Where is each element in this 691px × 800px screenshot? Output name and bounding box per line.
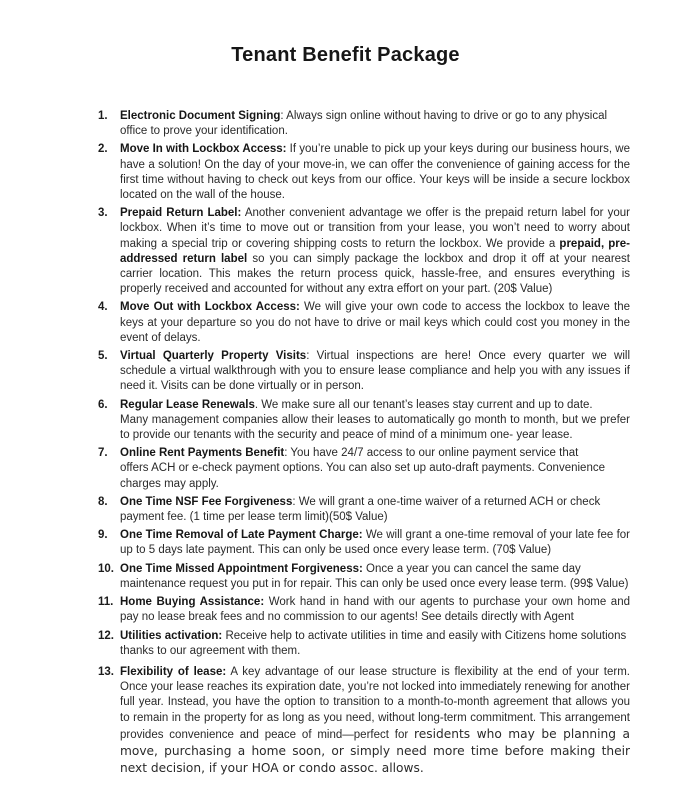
list-item xyxy=(98,398,630,444)
item-number: 4. xyxy=(98,301,108,314)
item-heading: Home Buying Assistance: xyxy=(120,596,265,609)
item-text xyxy=(120,142,634,203)
item-heading: Electronic Document Signing xyxy=(120,110,281,122)
item-heading: One Time Missed Appointment Forgiveness: xyxy=(120,562,363,575)
item-text-segment: Another convenient advantage we offer is the prepaid return label for your lockbox. When it’s time to move out or transition from your lease, you won’t need to worry about making a special trip or covering shipping costs to return the lockbox. We provide a xyxy=(120,207,634,250)
item-number: 13. xyxy=(98,665,114,678)
item-heading: Utilities activation: xyxy=(120,629,223,642)
list-item xyxy=(98,595,634,625)
list-item xyxy=(98,349,634,395)
item-text-segment: : We will grant a one-time waiver of a returned ACH or check payment fee. (1 time per lease term limit)(50$ Value) xyxy=(120,495,604,524)
item-heading: Move In with Lockbox Access: xyxy=(120,143,287,156)
item-text-segment: . We make sure all our tenant’s leases stay current and up to date. Many management companies allow their leases to automatically go month to month, but we prefer to provide our tenants with the security and peace of mind of a minimum one- year lease. xyxy=(120,398,630,442)
list-item xyxy=(98,109,630,139)
item-number: 7. xyxy=(98,447,108,460)
item-heading: Online Rent Payments Benefit xyxy=(120,447,285,460)
item-text xyxy=(120,629,630,659)
item-text-segment: A key advantage of our lease structure is flexibility at the end of your term. Once your lease reaches its expiration date, you’re not locked into immediately renewing for another full year. Instead, you have the option to transition to a month-to-month agreement that allows you to remain in the property for as long as you need, without long-term commitment. This arrangement provides convenience and peace of mind—perfect for xyxy=(120,665,634,741)
item-text xyxy=(120,562,630,592)
list-item xyxy=(98,562,630,592)
item-number: 3. xyxy=(98,207,108,220)
item-number: 10. xyxy=(98,562,114,575)
page-title: Tenant Benefit Package xyxy=(231,44,460,66)
item-text-segment: Receive help to activate utilities in time and easily with Citizens home solutions thanks to our agreement with them. xyxy=(120,629,630,657)
item-text-segment: residents who may be planning a move, purchasing a home soon, or simply need more time before making their next decision, if your HOA or condo assoc. allows. xyxy=(120,726,634,776)
item-number: 12. xyxy=(98,629,114,642)
list-item xyxy=(98,629,630,659)
item-number: 9. xyxy=(98,529,108,542)
item-text xyxy=(120,206,634,297)
item-text xyxy=(120,300,634,346)
list-item xyxy=(98,446,630,492)
item-heading: Prepaid Return Label: xyxy=(120,207,242,220)
item-number: 8. xyxy=(98,495,108,508)
item-text xyxy=(120,665,634,777)
item-number: 2. xyxy=(98,143,108,156)
item-text-segment: Once a year you can cancel the same day maintenance request you put in for repair. This can only be used once every lease term. (99$ Value) xyxy=(120,562,629,590)
item-text-segment: : Always sign online without having to drive or go to any physical office to prove your identification. xyxy=(120,110,611,138)
item-text-segment: so you can simply package the lockbox and drop it off at your nearest carrier location. This makes the return process quick, hassle-free, and ensures everything is properly received and accounted for without any extra effort on your part. (20$ Value) xyxy=(120,252,634,296)
item-text-segment: : Virtual inspections are here! Once every quarter we will schedule a virtual walkthrough with you to ensure lease compliance and help you with any issues if need it. Visits can be done virtually or in person. xyxy=(120,350,634,393)
item-number: 6. xyxy=(98,398,108,411)
item-text xyxy=(120,446,630,492)
item-text xyxy=(120,495,630,525)
item-number: 1. xyxy=(98,110,108,122)
item-text-segment: We will give your own code to access the lockbox to leave the keys at your departure so you do not have to drive or mail keys which could cost you money in the event of delays. xyxy=(120,301,634,344)
list-item xyxy=(98,665,634,777)
item-text-segment: : You have 24/7 access to our online payment service that offers ACH or e-check payment options. You can also set up auto-draft payments. Convenience charges may apply. xyxy=(120,447,605,490)
list-item xyxy=(98,528,634,558)
list-item xyxy=(98,495,630,525)
item-heading: Regular Lease Renewals xyxy=(120,398,255,411)
item-text-segment: We will grant a one-time removal of your late fee for up to 5 days late payment. This can only be used once every lease term. (70$ Value) xyxy=(120,529,634,557)
item-number: 11. xyxy=(98,596,114,609)
item-heading: Move Out with Lockbox Access: xyxy=(120,301,300,314)
item-text-segment: Work hand in hand with our agents to purchase your own home and pay no lease break fees and no commission to our agents! See details directly with Agent xyxy=(120,596,634,624)
item-heading: Flexibility of lease: xyxy=(120,665,227,678)
item-heading: One Time Removal of Late Payment Charge: xyxy=(120,529,363,542)
item-text xyxy=(120,595,634,625)
item-heading: Virtual Quarterly Property Visits xyxy=(120,350,307,363)
item-text xyxy=(120,109,630,139)
list-item xyxy=(98,142,634,203)
item-number: 5. xyxy=(98,350,108,363)
item-text-segment: prepaid, pre-addressed return label xyxy=(120,237,631,265)
item-text xyxy=(120,528,634,558)
item-text-segment: If you’re unable to pick up your keys during our business hours, we have a solution! On the day of your move-in, we can offer the convenience of gaining access for the first time without having to check out keys from our office. Your keys will be inside a secure lockbox located on the wall of the house. xyxy=(120,143,634,202)
item-text xyxy=(120,398,630,444)
list-item xyxy=(98,206,634,297)
benefit-list xyxy=(0,109,691,777)
item-text xyxy=(120,349,634,395)
item-heading: One Time NSF Fee Forgiveness xyxy=(120,495,293,508)
list-item xyxy=(98,300,634,346)
